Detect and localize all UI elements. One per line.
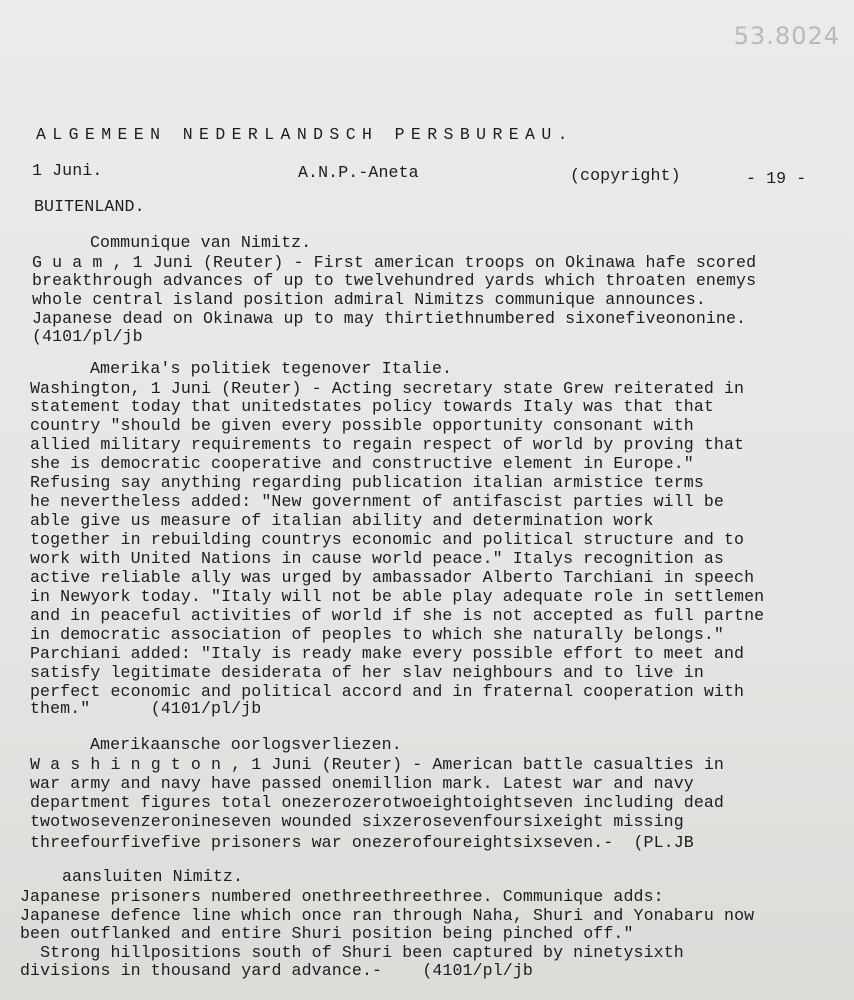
article-line: threefourfivefive prisoners war onezerofoureightsixseven.- (PL.JB xyxy=(30,833,694,852)
article-line: satisfy legitimate desiderata of her slav neighbours and to live in xyxy=(30,663,704,682)
article-line: he nevertheless added: "New government of antifascist parties will be xyxy=(30,492,724,511)
article-line: Japanese prisoners numbered onethreethreethree. Communique adds: xyxy=(20,887,664,906)
header-date: 1 Juni. xyxy=(32,161,103,180)
header-source: A.N.P.-Aneta xyxy=(298,163,419,182)
article-line: G u a m , 1 Juni (Reuter) - First american troops on Okinawa hafe scored xyxy=(32,253,757,272)
article-title: Communique van Nimitz. xyxy=(90,233,312,252)
article-line: whole central island position admiral Nimitzs communique announces. xyxy=(32,290,706,309)
article-line: together in rebuilding countrys economic and political structure and to xyxy=(30,530,745,549)
header-copyright: (copyright) xyxy=(570,166,681,185)
article-line: Japanese dead on Okinawa up to may thirtiethnumbered sixonefiveononine. xyxy=(32,309,747,328)
article-line: Parchiani added: "Italy is ready make every possible effort to meet and xyxy=(30,644,745,663)
article-line: department figures total onezerozerotwoeightoightseven including dead xyxy=(30,793,724,812)
article-line: perfect economic and political accord and in fraternal cooperation with xyxy=(30,682,745,701)
article-line: country "should be given every possible opportunity consonant with xyxy=(30,416,694,435)
article-line: been outflanked and entire Shuri position being pinched off." xyxy=(20,924,634,943)
article-line: in Newyork today. "Italy will not be able play adequate role in settlemen xyxy=(30,587,765,606)
article-line: breakthrough advances of up to twelvehundred yards which throaten enemys xyxy=(32,271,757,290)
header-page-number: - 19 - xyxy=(746,169,807,188)
article-line: W a s h i n g t o n , 1 Juni (Reuter) - American battle casualties in xyxy=(30,755,724,774)
article-title: aansluiten Nimitz. xyxy=(62,867,244,886)
article-title: Amerikaansche oorlogsverliezen. xyxy=(90,735,402,754)
article-line: she is democratic cooperative and constructive element in Europe." xyxy=(30,454,694,473)
article-line: Japanese defence line which once ran through Naha, Shuri and Yonabaru now xyxy=(20,906,755,925)
article-line: work with United Nations in cause world peace." Italys recognition as xyxy=(30,549,724,568)
article-line: Strong hillpositions south of Shuri been captured by ninetysixth xyxy=(20,943,684,962)
article-line: active reliable ally was urged by ambassador Alberto Tarchiani in speech xyxy=(30,568,755,587)
section-heading: BUITENLAND. xyxy=(34,197,145,216)
article-line: statement today that unitedstates policy towards Italy was that that xyxy=(30,397,714,416)
article-line: them." (4101/pl/jb xyxy=(30,699,262,718)
article-line: Washington, 1 Juni (Reuter) - Acting secretary state Grew reiterated in xyxy=(30,379,745,398)
article-line: Refusing say anything regarding publication italian armistice terms xyxy=(30,473,704,492)
article-title: Amerika's politiek tegenover Italie. xyxy=(90,359,453,378)
article-line: twotwosevenzeronineseven wounded sixzerosevenfoursixeight missing xyxy=(30,812,684,831)
agency-title: ALGEMEEN NEDERLANDSCH PERSBUREAU. xyxy=(36,125,574,144)
article-line: able give us measure of italian ability and determination work xyxy=(30,511,654,530)
archive-number: 53.8024 xyxy=(733,22,840,50)
article-line: war army and navy have passed onemillion mark. Latest war and navy xyxy=(30,774,694,793)
article-line: allied military requirements to regain respect of world by proving that xyxy=(30,435,745,454)
article-line: divisions in thousand yard advance.- (4101/pl/jb xyxy=(20,961,533,980)
article-line: in democratic association of peoples to which she naturally belongs." xyxy=(30,625,724,644)
article-line: (4101/pl/jb xyxy=(32,327,143,346)
article-line: and in peaceful activities of world if she is not accepted as full partne xyxy=(30,606,765,625)
